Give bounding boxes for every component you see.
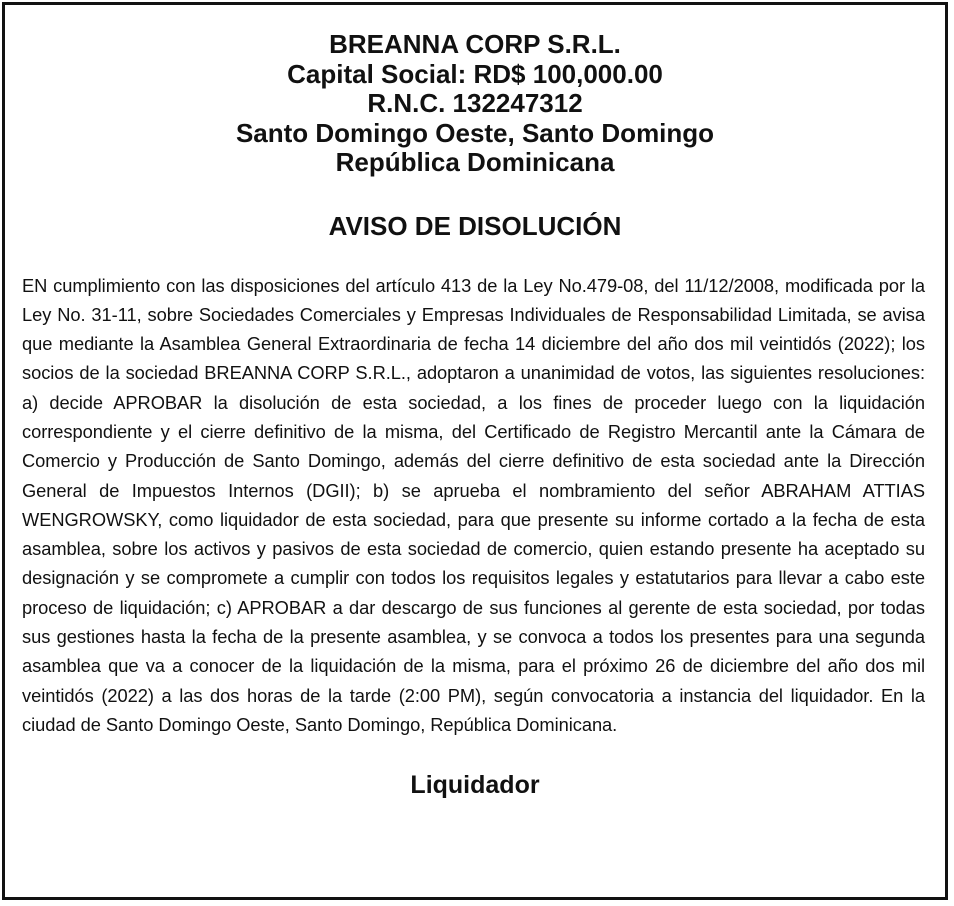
capital-social: Capital Social: RD$ 100,000.00	[287, 58, 663, 89]
notice-title: AVISO DE DISOLUCIÓN	[328, 210, 622, 241]
rnc-number: R.N.C. 132247312	[367, 88, 583, 118]
notice-body: EN cumplimiento con las disposiciones del artículo 413 de la Ley No.479-08, del 11/12/2008, modificada por la Ley No. 31-11, sobre Sociedades Comerciales y Empresas Individuales de Responsabilidad Limitada, se avisa que mediante la Asamblea General Extraordinaria de fecha 14 diciembre del año dos mil veintidós (2022); los socios de la sociedad BREANNA CORP S.R.L., adoptaron a unanimidad de votos, las siguientes resoluciones: a) decide APROBAR la disolución de esta sociedad, a los fines de proceder luego con la liquidación correspondiente y el cierre definitivo de la misma, del Certificado de Registro Mercantil ante la Cámara de Comercio y Producción de Santo Domingo, además del cierre definitivo de esta sociedad ante la Dirección General de Impuestos Internos (DGII); b) se aprueba el nombramiento del señor ABRAHAM ATTIAS WENGROWSKY, como liquidador de esta sociedad, para que presente su informe cortado a la fecha de esta asamblea, sobre los activos y pasivos de esta sociedad de comercio, quien estando presente ha aceptado su designación y se compromete a cumplir con todos los requisitos legales y estatutarios para llevar a cabo este proceso de liquidación; c) APROBAR a dar descargo de sus funciones al gerente de esta sociedad, por todas sus gestiones hasta la fecha de la presente asamblea, y se convoca a todos los presentes para una segunda asamblea que va a conocer de la liquidación de la misma, para el próximo 26 de diciembre del año dos mil veintidós (2022) a las dos horas de la tarde (2:00 PM), según convocatoria a instancia del liquidador. En la ciudad de Santo Domingo Oeste, Santo Domingo, República Dominicana.	[22, 274, 925, 735]
company-name: BREANNA CORP S.R.L.	[329, 29, 621, 59]
company-header	[5, 30, 945, 178]
dissolution-notice	[2, 2, 948, 900]
company-location: Santo Domingo Oeste, Santo Domingo	[235, 117, 715, 148]
company-country: República Dominicana	[335, 147, 615, 177]
signature-label: Liquidador	[410, 771, 540, 800]
